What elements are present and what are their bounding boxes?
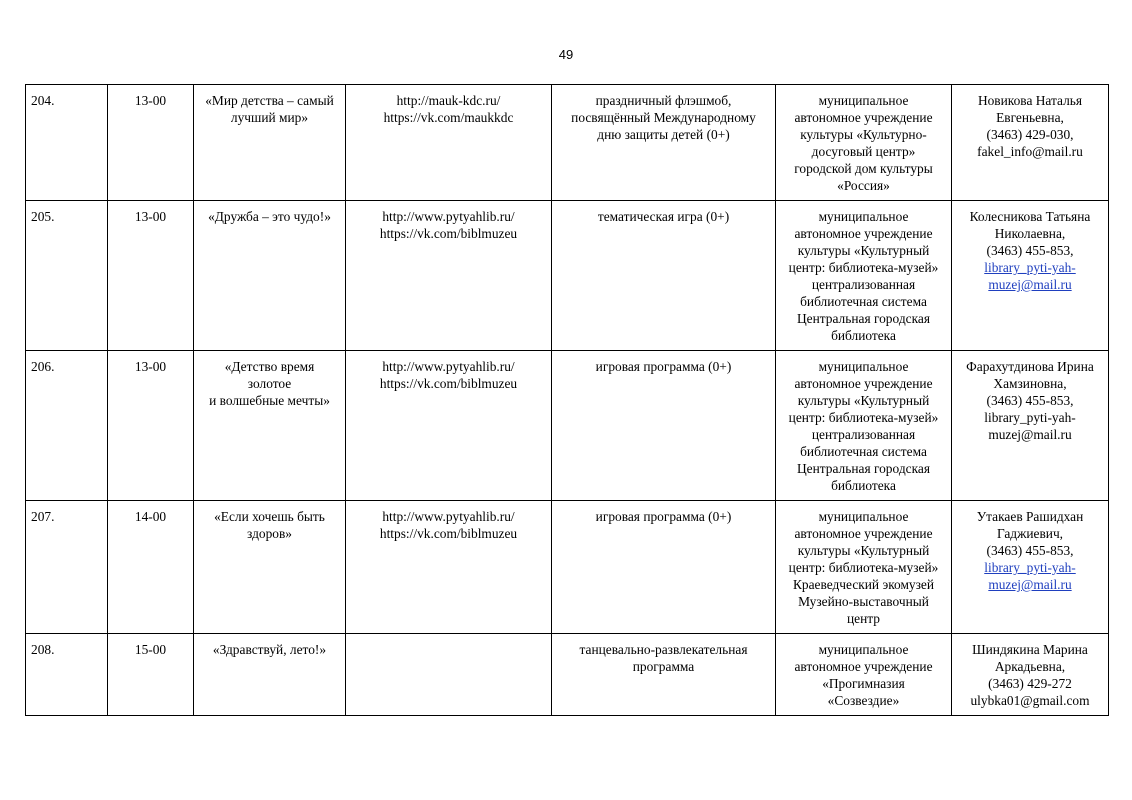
contact-name-line: Колесникова Татьяна xyxy=(969,209,1091,224)
organizer-line: библиотека xyxy=(831,328,896,343)
row-number: 206. xyxy=(26,351,108,501)
event-link-line: http://www.pytyahlib.ru/ xyxy=(382,509,515,524)
event-links xyxy=(346,634,552,716)
contact-phone: (3463) 455-853, xyxy=(986,243,1074,258)
row-number: 207. xyxy=(26,501,108,634)
event-link-line: https://vk.com/maukkdc xyxy=(383,110,514,125)
event-format-line: тематическая игра (0+) xyxy=(597,209,730,224)
contact-email-link[interactable]: muzej@mail.ru xyxy=(988,427,1072,442)
event-contact xyxy=(952,85,1109,201)
contact-email-link[interactable]: ulybka01@gmail.com xyxy=(970,693,1090,708)
contact-name-line: Новикова Наталья xyxy=(977,93,1083,108)
event-time: 13-00 xyxy=(108,351,194,501)
event-link-line: https://vk.com/biblmuzeu xyxy=(379,226,518,241)
organizer-line: Музейно-выставочный xyxy=(798,594,929,609)
event-format-line: посвящённый Международному xyxy=(571,110,756,125)
contact-name-line: Хамзиновна, xyxy=(993,376,1067,391)
organizer-line: автономное учреждение xyxy=(794,376,933,391)
organizer-line: Центральная городская xyxy=(797,311,930,326)
event-link-line: https://vk.com/biblmuzeu xyxy=(379,376,518,391)
event-title xyxy=(194,351,346,501)
event-format-line: программа xyxy=(632,659,695,674)
event-links xyxy=(346,85,552,201)
contact-phone: (3463) 429-030, xyxy=(986,127,1074,142)
organizer-line: культуры «Культурный xyxy=(797,543,930,558)
event-time: 14-00 xyxy=(108,501,194,634)
event-organizer xyxy=(776,351,952,501)
organizer-line: муниципальное xyxy=(818,509,909,524)
contact-name-line: Аркадьевна, xyxy=(994,659,1066,674)
organizer-line: культуры «Культурно- xyxy=(800,127,927,142)
row-number: 205. xyxy=(26,201,108,351)
organizer-line: городской дом культуры xyxy=(794,161,933,176)
event-link-line: http://www.pytyahlib.ru/ xyxy=(382,209,515,224)
event-title-line: лучший мир» xyxy=(230,110,309,125)
event-title-line: и волшебные мечты» xyxy=(209,393,330,408)
event-time: 13-00 xyxy=(108,85,194,201)
event-format xyxy=(552,201,776,351)
contact-email-link[interactable]: library_pyti-yah- xyxy=(984,560,1076,575)
event-title xyxy=(194,201,346,351)
contact-name-line: Шиндякина Марина xyxy=(972,642,1088,657)
event-links xyxy=(346,501,552,634)
event-title-line: золотое xyxy=(247,376,292,391)
contact-name-line: Утакаев Рашидхан xyxy=(976,509,1084,524)
event-format-line: игровая программа (0+) xyxy=(595,509,732,524)
organizer-line: автономное учреждение xyxy=(794,226,933,241)
organizer-line: центр xyxy=(847,611,880,626)
event-format-line: танцевально-развлекательная xyxy=(579,642,748,657)
event-format-line: дню защиты детей (0+) xyxy=(597,127,730,142)
table-row xyxy=(26,201,1109,351)
event-link-line: https://vk.com/biblmuzeu xyxy=(379,526,518,541)
organizer-line: централизованная xyxy=(811,427,916,442)
contact-email-link[interactable]: fakel_info@mail.ru xyxy=(977,144,1083,159)
organizer-line: автономное учреждение xyxy=(794,526,933,541)
contact-phone: (3463) 455-853, xyxy=(986,393,1074,408)
organizer-line: автономное учреждение xyxy=(794,659,933,674)
organizer-line: центр: библиотека-музей» xyxy=(788,410,939,425)
contact-name-line: Николаевна, xyxy=(994,226,1066,241)
table-row xyxy=(26,501,1109,634)
event-time: 15-00 xyxy=(108,634,194,716)
contact-name-line: Гаджиевич, xyxy=(996,526,1064,541)
event-contact xyxy=(952,201,1109,351)
organizer-line: «Россия» xyxy=(837,178,890,193)
organizer-line: муниципальное xyxy=(818,359,909,374)
organizer-line: центр: библиотека-музей» xyxy=(788,260,939,275)
organizer-line: центр: библиотека-музей» xyxy=(788,560,939,575)
event-format xyxy=(552,501,776,634)
event-format-line: игровая программа (0+) xyxy=(595,359,732,374)
event-title-line: «Мир детства – самый xyxy=(205,93,334,108)
contact-email-link[interactable]: library_pyti-yah- xyxy=(984,260,1076,275)
organizer-line: библиотека xyxy=(831,478,896,493)
event-link-line: http://mauk-kdc.ru/ xyxy=(396,93,501,108)
organizer-line: «Созвездие» xyxy=(827,693,900,708)
organizer-line: автономное учреждение xyxy=(794,110,933,125)
table-row xyxy=(26,85,1109,201)
contact-phone: (3463) 429-272 xyxy=(988,676,1072,691)
event-format xyxy=(552,85,776,201)
event-format xyxy=(552,634,776,716)
event-format xyxy=(552,351,776,501)
event-title xyxy=(194,634,346,716)
event-organizer xyxy=(776,634,952,716)
event-links xyxy=(346,201,552,351)
event-time: 13-00 xyxy=(108,201,194,351)
organizer-line: Краеведческий экомузей xyxy=(792,577,935,592)
events-table xyxy=(25,84,1109,716)
organizer-line: культуры «Культурный xyxy=(797,243,930,258)
organizer-line: муниципальное xyxy=(818,642,909,657)
organizer-line: централизованная xyxy=(811,277,916,292)
organizer-line: муниципальное xyxy=(818,209,909,224)
organizer-line: «Прогимназия xyxy=(822,676,905,691)
table-row xyxy=(26,634,1109,716)
event-organizer xyxy=(776,85,952,201)
events-table-body xyxy=(26,85,1109,716)
event-organizer xyxy=(776,201,952,351)
event-title-line: «Если хочешь быть xyxy=(214,509,325,524)
contact-name-line: Фарахутдинова Ирина xyxy=(966,359,1094,374)
event-format-line: праздничный флэшмоб, xyxy=(595,93,732,108)
event-contact xyxy=(952,351,1109,501)
event-title-line: здоров» xyxy=(247,526,292,541)
table-row xyxy=(26,351,1109,501)
contact-name-line: Евгеньевна, xyxy=(996,110,1064,125)
event-link-line: http://www.pytyahlib.ru/ xyxy=(382,359,515,374)
row-number: 204. xyxy=(26,85,108,201)
contact-email-link[interactable]: muzej@mail.ru xyxy=(988,577,1072,592)
event-title-line: «Дружба – это чудо!» xyxy=(208,209,331,224)
page-number: 49 xyxy=(558,47,574,62)
event-contact xyxy=(952,501,1109,634)
contact-phone: (3463) 455-853, xyxy=(986,543,1074,558)
event-title-line: «Здравствуй, лето!» xyxy=(212,642,327,657)
event-contact xyxy=(952,634,1109,716)
organizer-line: досуговый центр» xyxy=(811,144,916,159)
event-organizer xyxy=(776,501,952,634)
organizer-line: библиотечная система xyxy=(800,294,927,309)
event-title-line: «Детство время xyxy=(224,359,315,374)
event-title xyxy=(194,85,346,201)
organizer-line: библиотечная система xyxy=(800,444,927,459)
contact-email-link[interactable]: library_pyti-yah- xyxy=(984,410,1076,425)
organizer-line: Центральная городская xyxy=(797,461,930,476)
organizer-line: муниципальное xyxy=(818,93,909,108)
event-title xyxy=(194,501,346,634)
event-links xyxy=(346,351,552,501)
row-number: 208. xyxy=(26,634,108,716)
organizer-line: культуры «Культурный xyxy=(797,393,930,408)
contact-email-link[interactable]: muzej@mail.ru xyxy=(988,277,1072,292)
